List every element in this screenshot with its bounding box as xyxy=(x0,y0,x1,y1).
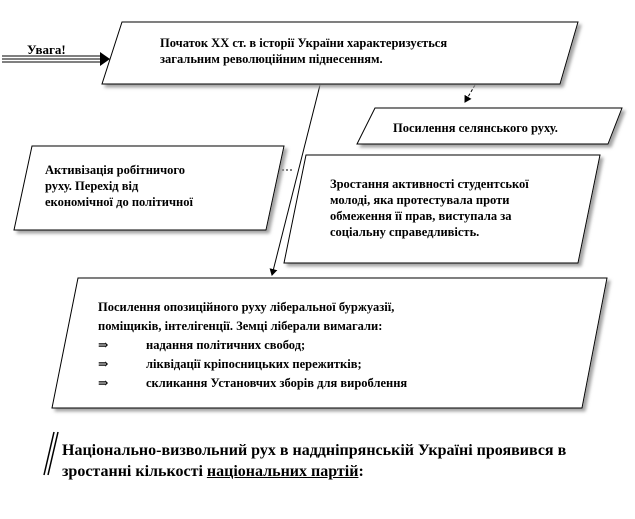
footer-emphasis: національних партій xyxy=(206,463,359,480)
footer-statement xyxy=(62,440,566,482)
connector-top-to-peasants xyxy=(465,85,475,102)
box-top-text xyxy=(160,35,447,67)
box-students-line: молоді, яка протестувала проти xyxy=(330,193,510,207)
arrow-bullet-icon: ⇒ xyxy=(98,376,109,390)
demand-item xyxy=(98,374,407,393)
box-workers-line: руху. Перехід від xyxy=(45,179,139,193)
footer-line-1: Національно-визвольний рух в наддніпрянській Україні проявився в xyxy=(62,442,567,459)
arrow-bullet-icon: ⇒ xyxy=(98,357,109,371)
box-opposition-line: Посилення опозиційного руху ліберальної буржуазії, xyxy=(98,300,395,314)
footer-line-2 xyxy=(62,461,566,482)
box-opposition-line: поміщиків, інтелігенції. Земці ліберали вимагали: xyxy=(98,319,383,333)
demand-text: ліквідації кріпосницьких пережитків; xyxy=(146,357,362,371)
demand-item xyxy=(98,336,407,355)
footer-prefix: зростанні кількості xyxy=(62,463,207,480)
box-students-line: Зростання активності студентської xyxy=(330,177,529,191)
box-students-text xyxy=(330,176,529,240)
footer-slash-mark xyxy=(44,432,58,475)
demand-text: надання політичних свобод; xyxy=(146,338,306,352)
footer-suffix: : xyxy=(358,463,364,480)
box-workers-text xyxy=(45,162,193,210)
box-workers-line: Активізація робітничого xyxy=(45,163,186,177)
box-peasants-text: Посилення селянського руху. xyxy=(393,121,558,135)
box-students-line: обмеження її прав, виступала за xyxy=(330,209,512,223)
attention-label: Увага! xyxy=(27,42,66,57)
box-students-line: соціальну справедливість. xyxy=(330,225,480,239)
demand-item xyxy=(98,355,407,374)
box-top-line: загальним революційним піднесенням. xyxy=(160,52,383,66)
arrow-bullet-icon: ⇒ xyxy=(98,338,109,352)
box-workers-line: економічної до політичної xyxy=(45,195,193,209)
box-top-line: Початок XX ст. в історії України характеризується xyxy=(160,36,448,50)
demand-text: скликання Установчих зборів для вироблення xyxy=(146,376,408,390)
box-opposition-text xyxy=(98,298,407,393)
